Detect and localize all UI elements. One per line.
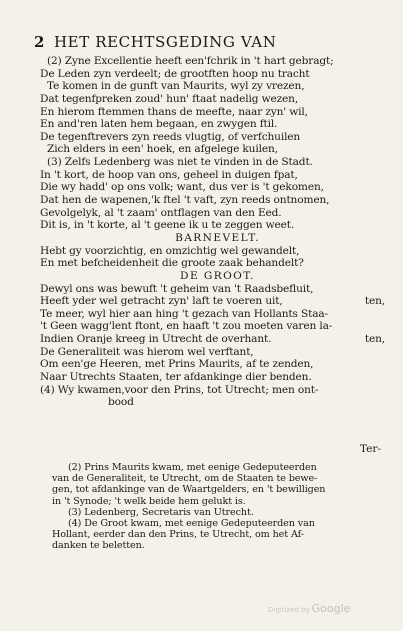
verse-line: (4) Wy kwamen,voor den Prins, tot Utrecht; men ont-: [40, 383, 319, 396]
running-title: HET RECHTSGEDING VAN: [54, 33, 277, 51]
verse-line: In 't kort, de hoop van ons, geheel in duigen fpat,: [40, 168, 298, 181]
footnote-line: gen, tot afdankinge van de Waartgelders, en 't bewilligen: [52, 484, 326, 496]
catchword: Ter-: [359, 443, 381, 455]
footnote-line: danken te beletten.: [52, 540, 145, 552]
verse-line: Hebt gy voorzichtig, en omzichtig wel gewandelt,: [40, 244, 300, 257]
verse-line: Te komen in de gunft van Maurits, wyl zy vrezen,: [47, 80, 305, 93]
verse-line: Dewyl ons was bewuft 't geheim van 't Raadsbefluit,: [40, 282, 314, 295]
line-turnover: ten,: [364, 333, 385, 346]
verse-line: (2) Zyne Excellentie heeft een'fchrik in 't hart gebragt;: [47, 55, 334, 67]
footnote-line: Hollant, eerder dan den Prins, te Utrecht, om het Af-: [52, 529, 304, 541]
verse-line-text: Heeft yder wel getracht zyn' laft te voeren uit,: [40, 295, 283, 308]
verse-line: (3) Zelfs Ledenberg was niet te vinden in de Stadt.: [47, 156, 313, 169]
digitization-watermark: [268, 602, 350, 615]
verse-line: bood: [108, 396, 134, 409]
watermark-brand-logo: Google: [311, 602, 351, 615]
footnote-line: in 't Synode; 't welk beide hem gelukt is.: [52, 495, 246, 507]
verse-line: Naar Utrechts Staaten, ter afdankinge dier benden.: [40, 371, 312, 384]
verse-line: De Leden zyn verdeelt; de grootften hoop nu tracht: [40, 67, 310, 80]
verse-line: En hierom ftemmen thans de meefte, naar zyn' wil,: [40, 105, 308, 118]
watermark-prefix: Digitized by: [268, 606, 310, 614]
page-header: [34, 33, 374, 53]
verse-line: Te meer, wyl hier aan hing 't gezach van Hollants Staa-: [40, 307, 328, 320]
verse-line-text: Indien Oranje kreeg in Utrecht de overhant.: [40, 333, 272, 346]
verse-line: [40, 333, 385, 346]
speaker-name: DE GROOT.: [180, 269, 255, 282]
verse-line: Om een'ge Heeren, met Prins Maurits, af te zenden,: [40, 358, 314, 371]
verse-line: Dat hen de wapenen,'k ftel 't vaft, zyn reeds ontnomen,: [40, 194, 330, 207]
verse-line: Die wy hadd' op ons volk; want, dus ver is 't gekomen,: [40, 181, 324, 194]
footnote-line: van de Generaliteit, te Utrecht, om de Staaten te bewe-: [52, 473, 318, 485]
verse-line: De Generaliteit was hierom wel verftant,: [40, 345, 254, 358]
verse-line: 't Geen wagg'lent ftont, en haaft 't zou moeten varen la-: [40, 320, 333, 333]
verse-line: En and'ren laten hem begaan, en zwygen ftil.: [40, 118, 278, 131]
page-number: 2: [34, 33, 45, 51]
footnote-line: (4) De Groot kwam, met eenige Gedeputeerden van: [68, 517, 315, 529]
verse-line: De tegenftrevers zyn reeds vlugtig, of verfchuilen: [40, 130, 301, 143]
verse-line: Dat tegenfpreken zoud' hun' ftaat nadelig wezen,: [40, 92, 299, 105]
verse-line: Dit is, in 't korte, al 't geene ik u te zeggen weet.: [40, 219, 295, 232]
verse-line: Gevolgelyk, al 't zaam' ontflagen van den Eed.: [40, 206, 282, 219]
verse-line: [40, 295, 385, 308]
verse-line: En met befcheidenheit die groote zaak behandelt?: [40, 257, 304, 270]
footnote-line: (3) Ledenberg, Secretaris van Utrecht.: [68, 506, 254, 518]
footnote-line: (2) Prins Maurits kwam, met eenige Gedeputeerden: [68, 462, 317, 473]
verse-body: [40, 55, 385, 409]
verse-line: Zich elders in een' hoek, en afgelege kuilen,: [47, 143, 278, 156]
footnotes: [52, 462, 385, 552]
speaker-name: BARNEVELT.: [175, 231, 260, 244]
line-turnover: ten,: [364, 295, 385, 308]
